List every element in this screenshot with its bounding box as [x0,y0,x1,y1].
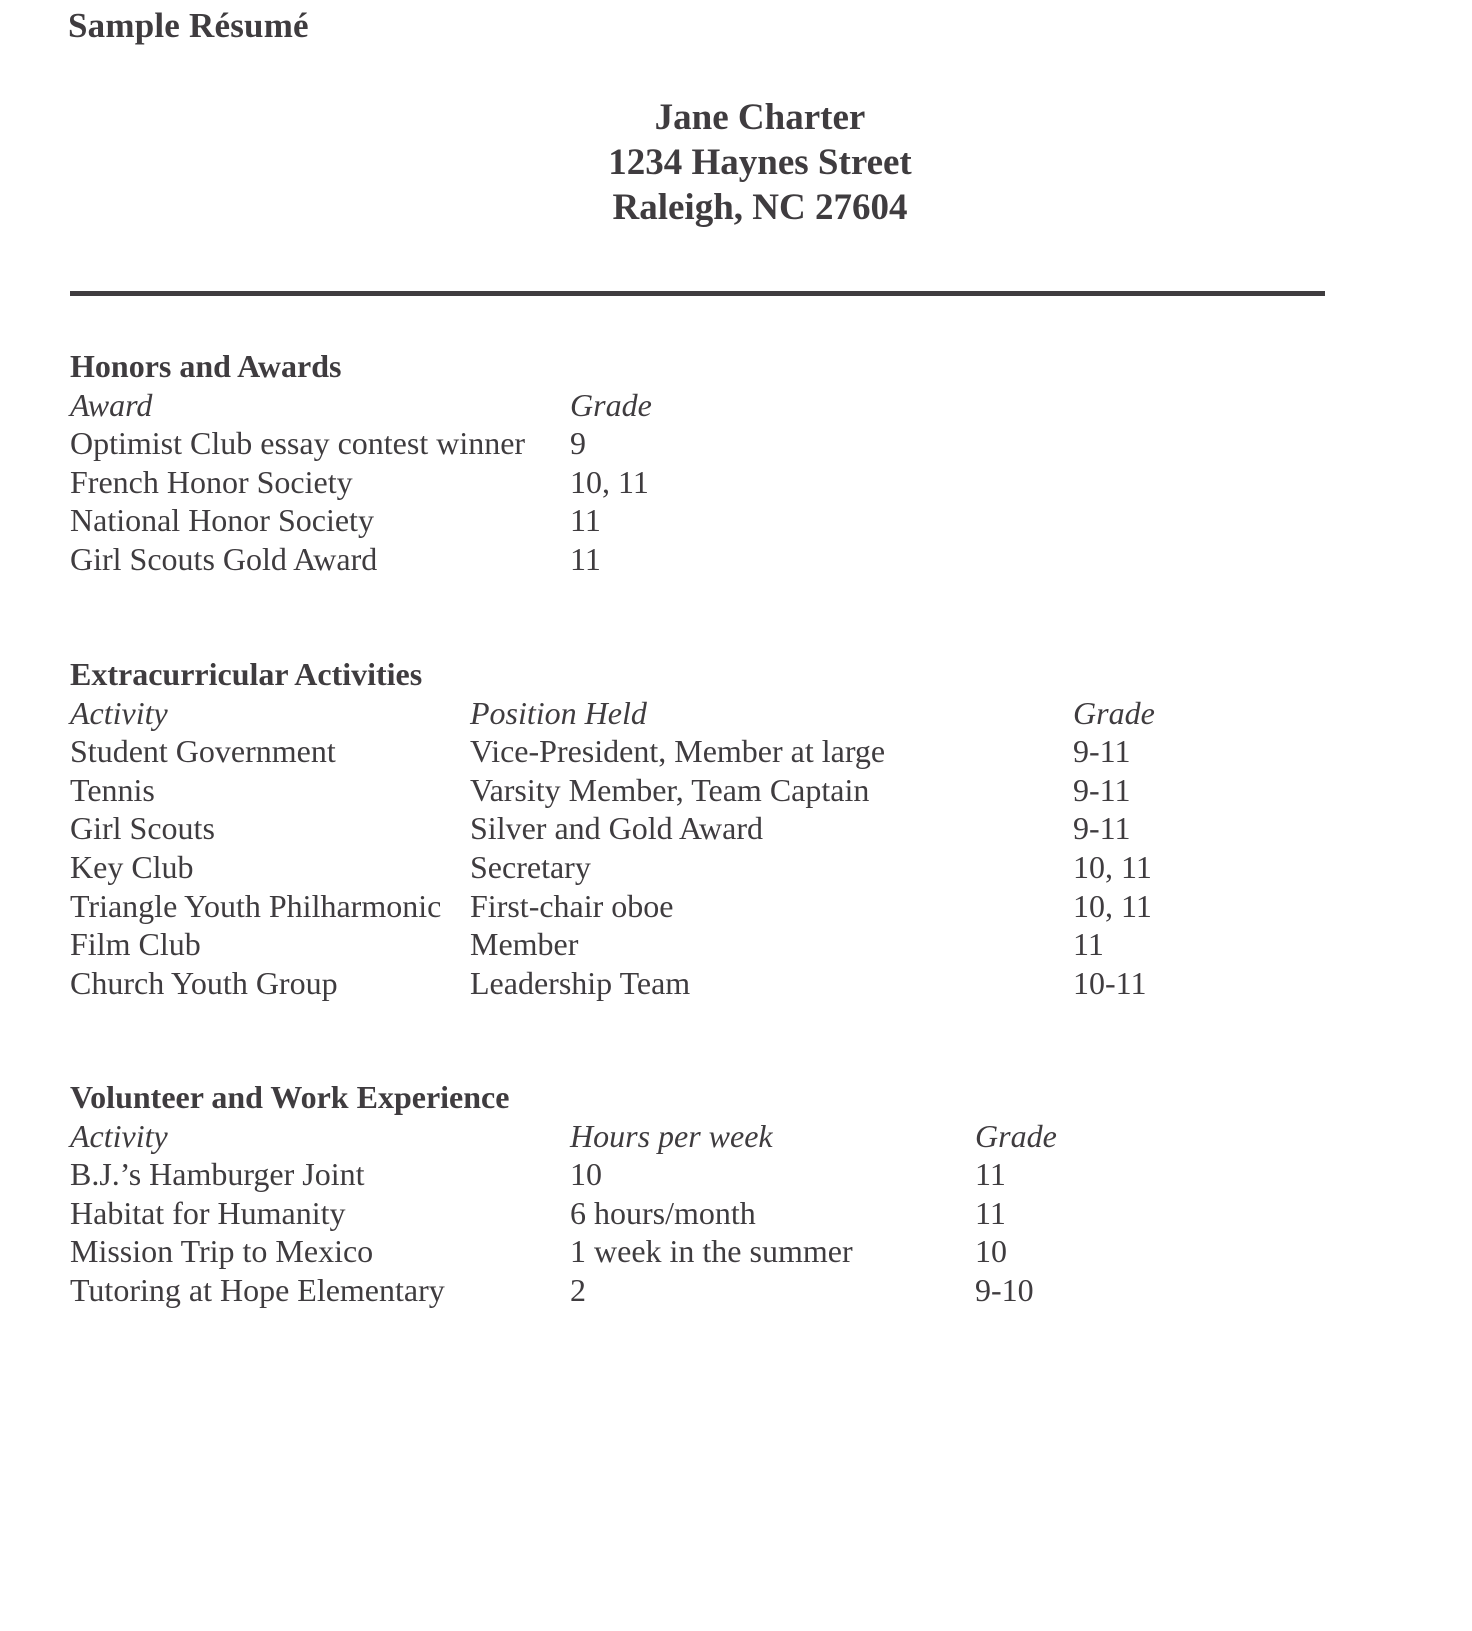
activity-name: Key Club [70,848,194,885]
section-title: Honors and Awards [70,348,342,384]
header-divider [70,291,1325,296]
activity-grade: 9-11 [1073,810,1131,847]
activity-grade: 10, 11 [1073,848,1152,885]
work-activity: Habitat for Humanity [70,1194,346,1231]
activity-grade: 10, 11 [1073,887,1152,924]
table-row [70,964,1147,1003]
table-row [70,1271,1034,1310]
activity-grade: 9-11 [1073,733,1131,770]
award-grade: 9 [570,425,586,462]
activity-position: Member [470,926,579,963]
activity-grade: 11 [1073,926,1104,963]
work-hours: 2 [570,1271,586,1308]
section-title: Volunteer and Work Experience [70,1079,510,1115]
activity-name: Tennis [70,771,155,808]
column-header-grade: Grade [570,386,652,423]
award-grade: 10, 11 [570,463,649,500]
activity-grade: 9-11 [1073,771,1131,808]
column-headers [70,694,1155,733]
work-experience-section [70,1078,1057,1310]
work-hours: 10 [570,1156,602,1193]
table-row [70,1194,1006,1233]
document-label: Sample Résumé [68,6,309,45]
activity-position: Secretary [470,848,591,885]
table-row [70,771,1131,810]
column-header-award: Award [70,386,153,423]
column-headers [70,1117,1057,1156]
honors-section [70,347,652,579]
work-grade: 11 [975,1156,1006,1193]
section-title: Extracurricular Activities [70,656,423,692]
column-headers [70,386,652,425]
table-row [70,1232,1007,1271]
activity-name: Girl Scouts [70,810,215,847]
column-header-grade: Grade [975,1117,1057,1154]
award-name: French Honor Society [70,463,353,500]
activity-position: Silver and Gold Award [470,810,764,847]
activity-position: Leadership Team [470,964,691,1001]
column-header-activity: Activity [70,694,168,731]
street-address: 1234 Haynes Street [608,142,912,183]
work-activity: B.J.’s Hamburger Joint [70,1156,365,1193]
work-activity: Tutoring at Hope Elementary [70,1271,445,1308]
award-name: Optimist Club essay contest winner [70,425,526,462]
table-row [70,809,1131,848]
award-name: Girl Scouts Gold Award [70,540,378,577]
award-grade: 11 [570,502,601,539]
activity-name: Triangle Youth Philharmonic [70,887,442,924]
table-row [70,887,1152,926]
table-row [70,848,1152,887]
contact-header [520,95,1000,230]
city-state-zip: Raleigh, NC 27604 [612,187,908,228]
activity-position: Varsity Member, Team Captain [470,771,870,808]
work-activity: Mission Trip to Mexico [70,1233,374,1270]
activity-position: Vice-President, Member at large [470,733,886,770]
work-hours: 6 hours/month [570,1194,756,1231]
work-grade: 9-10 [975,1271,1034,1308]
activity-grade: 10-11 [1073,964,1147,1001]
work-hours: 1 week in the summer [570,1233,853,1270]
column-header-activity: Activity [70,1117,168,1154]
activity-name: Church Youth Group [70,964,338,1001]
activity-position: First-chair oboe [470,887,674,924]
table-row [70,1155,1006,1194]
award-grade: 11 [570,540,601,577]
table-row [70,424,586,463]
table-row [70,540,601,579]
award-name: National Honor Society [70,502,374,539]
table-row [70,732,1131,771]
work-grade: 11 [975,1194,1006,1231]
column-header-hours: Hours per week [570,1117,773,1154]
table-row [70,463,649,502]
applicant-name: Jane Charter [654,97,866,138]
work-grade: 10 [975,1233,1007,1270]
column-header-position: Position Held [470,694,647,731]
activity-name: Student Government [70,733,336,770]
table-row [70,501,601,540]
activity-name: Film Club [70,926,201,963]
table-row [70,925,1104,964]
column-header-grade: Grade [1073,694,1155,731]
activities-section [70,655,1155,1002]
